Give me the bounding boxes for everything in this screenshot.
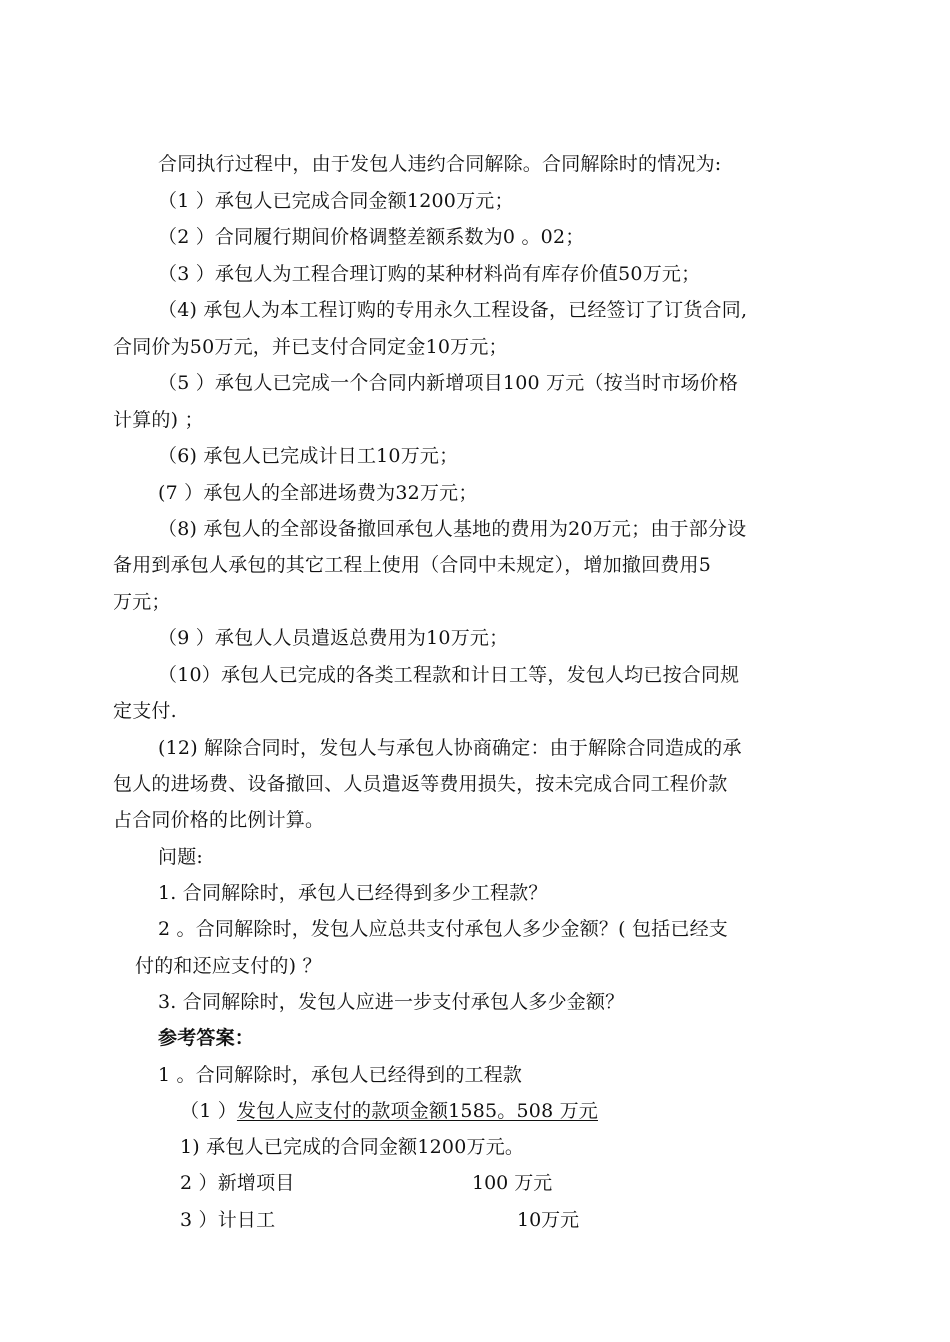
question-3: 3. 合同解除时，发包人应进一步支付承包人多少金额？ xyxy=(158,991,625,1013)
condition-8-line-3: 万元； xyxy=(113,591,171,613)
answer-1-sub-number: （1 ） xyxy=(180,1100,237,1122)
condition-2: （2 ）合同履行期间价格调整差额系数为0 。02； xyxy=(158,226,585,248)
condition-10-line-2: 定支付. xyxy=(113,700,177,722)
condition-1: （1 ）承包人已完成合同金额1200万元； xyxy=(158,190,514,212)
condition-3: （3 ）承包人为工程合理订购的某种材料尚有库存价值50万元； xyxy=(158,263,701,285)
answer-1-title: 1 。合同解除时，承包人已经得到的工程款 xyxy=(158,1064,523,1086)
intro-line: 合同执行过程中，由于发包人违约合同解除。合同解除时的情况为: xyxy=(158,153,722,175)
answer-item-1: 1) 承包人已完成的合同金额1200万元。 xyxy=(180,1136,525,1158)
answer-item-2-value: 100 万元 xyxy=(472,1172,553,1194)
condition-12-line-3: 占合同价格的比例计算。 xyxy=(113,809,325,831)
answer-1-sub-amount: 发包人应支付的款项金额1585。508 万元 xyxy=(236,1100,598,1122)
condition-5-line-1: （5 ）承包人已完成一个合同内新增项目100 万元（按当时市场价格 xyxy=(158,372,739,394)
condition-10-line-1: （10）承包人已完成的各类工程款和计日工等，发包人均已按合同规 xyxy=(158,664,740,686)
condition-9: （9 ）承包人人员遣返总费用为10万元； xyxy=(158,627,509,649)
answer-item-3-value: 10万元 xyxy=(517,1209,580,1231)
condition-6: （6) 承包人已完成计日工10万元； xyxy=(158,445,459,467)
condition-4-line-1: （4) 承包人为本工程订购的专用永久工程设备，已经签订了订货合同, xyxy=(158,299,748,321)
question-2-line-1: 2 。合同解除时，发包人应总共支付承包人多少金额？( 包括已经支 xyxy=(158,918,728,940)
condition-7: (7 ）承包人的全部进场费为32万元； xyxy=(158,482,478,504)
answer-item-3-label: 3 ）计日工 xyxy=(180,1209,276,1231)
condition-8-line-1: （8) 承包人的全部设备撤回承包人基地的费用为20万元；由于部分设 xyxy=(158,518,747,540)
condition-8-line-2: 备用到承包人承包的其它工程上使用（合同中未规定），增加撤回费用5 xyxy=(113,554,711,576)
condition-5-line-2: 计算的) ； xyxy=(113,409,204,431)
answer-item-2-label: 2 ）新增项目 xyxy=(180,1172,295,1194)
question-2-line-2: 付的和还应支付的) ？ xyxy=(135,955,322,977)
condition-12-line-1: (12) 解除合同时，发包人与承包人协商确定：由于解除合同造成的承 xyxy=(158,737,742,759)
questions-heading: 问题: xyxy=(158,846,204,868)
condition-4-line-2: 合同价为50万元，并已支付合同定金10万元； xyxy=(113,336,508,358)
answer-1-sub-label xyxy=(180,1099,598,1123)
condition-12-line-2: 包人的进场费、设备撤回、人员遣返等费用损失，按未完成合同工程价款 xyxy=(113,773,728,795)
question-1: 1. 合同解除时，承包人已经得到多少工程款？ xyxy=(158,882,548,904)
answer-heading: 参考答案： xyxy=(158,1027,255,1049)
